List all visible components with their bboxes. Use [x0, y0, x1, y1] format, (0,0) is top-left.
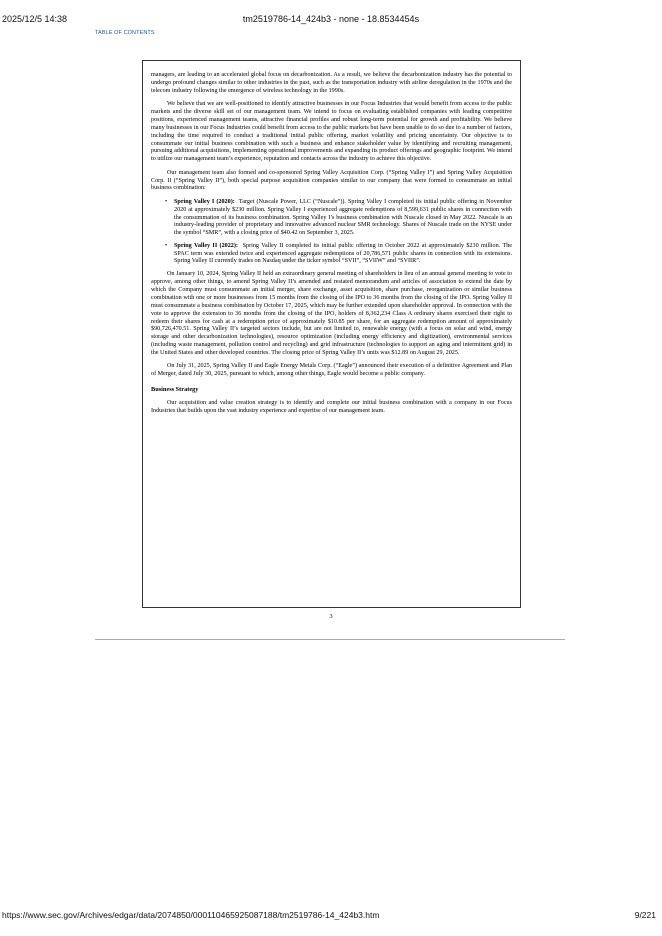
- paragraph-strategy: Our acquisition and value creation strategy is to identify and complete our initial business combination with a company in our Focus Industries that builds upon the vast industry experience and expertise of our management team.: [151, 400, 512, 415]
- paragraph-egm: On January 10, 2024, Spring Valley II held an extraordinary general meeting of shareholders in lieu of an annual general meeting to vote to approve, among other things, to amend Spring Valley II’s amended and restated memorandum and articles of association to extend the date by which the Company must consummate an initial merger, share exchange, asset acquisition, share purchase, reorganization or similar business combination with one or more businesses from 15 months from the closing of the IPO to 36 months from the closing of the IPO. Spring Valley II must consummate a business combination by October 17, 2025, which may be further extended upon shareholder approval. In connection with the vote to approve the extension to 36 months from the closing of the IPO, holders of 8,362,234 Class A ordinary shares exercised their right to redeem their shares for cash at a redemption price of approximately $10.85 per share, for an aggregate redemption amount of approximately $90,726,470.51. Spring Valley II’s targeted sectors include, but are not limited to, renewable energy (with a focus on solar and wind, energy storage and other decarbonization technologies), resource optimization (including energy efficiency and digitization), environmental services (including waste management, pollution control and recycling) and grid infrastructure (technologies to support an aging and intermittent grid) in the United States and other developed countries. The closing price of Spring Valley II’s units was $12.89 on August 29, 2025.: [151, 271, 512, 356]
- divider: [95, 639, 565, 640]
- spac-list: [151, 199, 512, 267]
- print-document-title: tm2519786-14_424b3 - none - 18.8534454s: [242, 14, 420, 24]
- list-item-text: Target (Nuscale Power, LLC (“Nuscale”)). Spring Valley I completed its initial public offering in November 2020 at approximately $230 million. Spring Valley I experienced aggregate redemptions of 8,599,631 public shares in connection with the consummation of its business combination. Spring Valley I’s business combination with Nuscale closed in May 2022. Nuscale is an industry-leading provider of proprietary and innovative advanced nuclear SMR technology. Shares of Nuscale trade on the NYSE under the symbol “SMR”, with a closing price of $40.42 on September 3, 2025.: [174, 198, 512, 237]
- print-timestamp: 2025/12/5 14:38: [2, 14, 68, 24]
- list-item-title: Spring Valley I (2020):: [174, 198, 235, 205]
- list-item: [165, 198, 512, 238]
- document-page-frame: [142, 60, 521, 608]
- bullet-icon: •: [165, 198, 168, 205]
- list-item-title: Spring Valley II (2022):: [174, 242, 238, 249]
- browser-print-header: [0, 14, 662, 28]
- page-number: 3: [329, 613, 333, 620]
- list-item-text: Spring Valley II completed its initial public offering in October 2022 at approximately $230 million. The SPAC term was extended twice and experienced aggregate redemptions of 20,786,571 public shares in connection with its extensions. Spring Valley II currently trades on Nasdaq under the ticker symbol “SVII”, “SVIIW” and “SVIIR”.: [174, 242, 512, 265]
- section-heading: Business Strategy: [151, 386, 199, 394]
- paragraph-decarbonization: managers, are leading to an accelerated global focus on decarbonization. As a result, we believe the decarbonization industry has the potential to undergo profound changes similar to other industries in the past, such as the transportation industry with airline deregulation in the 1970s and the telecom industry following the emergence of wireless technology in the 1990s.: [151, 72, 512, 94]
- print-url: https://www.sec.gov/Archives/edgar/data/2074850/000110465925087188/tm2519786-14_424b3.htm: [2, 910, 380, 920]
- paragraph-positioning: We believe that we are well-positioned to identify attractive businesses in our Focus Industries that would benefit from access to the public markets and the diverse skill set of our management team. We intend to focus on evaluating established companies with leading competitive positions, experienced management teams, attractive financial profiles and robust long-term potential for growth and profitability. We believe many businesses in our Focus Industries could benefit from access to the public markets but have been unable to do so due to a number of factors, including the time required to conduct a traditional initial public offering, market volatility and pricing uncertainty. Our objective is to consummate our initial business combination with such a business and enhance stakeholder value by identifying and recruiting management, pursuing additional acquisitions, implementing operational improvements and expanding its product offerings and geographic footprint. We intend to utilize our management team’s experience, reputation and contacts across the industry to achieve this objective.: [151, 101, 512, 163]
- paragraph-eagle-merger: On July 31, 2025, Spring Valley II and Eagle Energy Metals Corp. (“Eagle”) announced their execution of a definitive Agreement and Plan of Merger, dated July 30, 2025, pursuant to which, among other things, Eagle would become a public company.: [151, 363, 512, 378]
- list-item: [165, 242, 512, 267]
- browser-print-footer: [0, 910, 662, 924]
- paragraph-management-team: Our management team also formed and co-sponsored Spring Valley Acquisition Corp. (“Spring Valley I”) and Spring Valley Acquisition Corp. II (“Spring Valley II”), both special purpose acquisition companies similar to our company that were formed to consummate an initial business combination:: [151, 169, 512, 192]
- bullet-icon: •: [165, 242, 168, 249]
- table-of-contents-link[interactable]: TABLE OF CONTENTS: [95, 30, 155, 36]
- print-page-count: 9/221: [634, 910, 656, 920]
